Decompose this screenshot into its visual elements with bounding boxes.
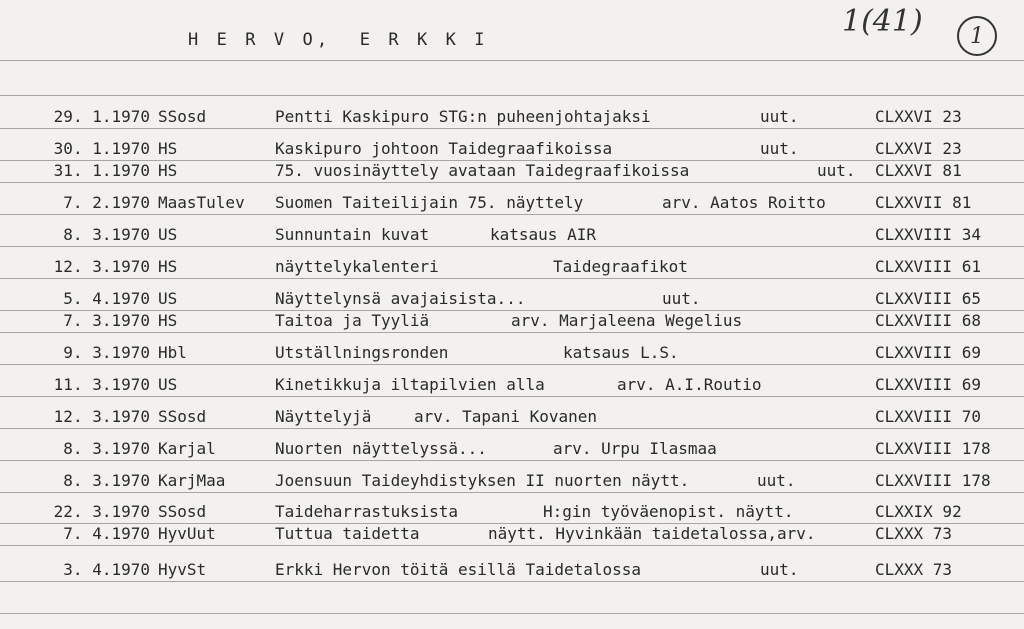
row-rule xyxy=(0,182,1024,183)
row-note: näytt. Hyvinkään taidetalossa,arv. xyxy=(488,524,816,543)
row-note: arv. A.I.Routio xyxy=(617,375,762,394)
row-reference: CLXXX 73 xyxy=(875,560,953,579)
row-source: Karjal xyxy=(158,439,216,458)
row-source: SSosd xyxy=(158,407,207,426)
row-reference: CLXXVIII 178 xyxy=(875,439,991,458)
row-source: KarjMaa xyxy=(158,471,226,490)
row-date: 12. 3.1970 xyxy=(53,257,150,276)
row-source: HS xyxy=(158,311,178,330)
row-reference: CLXXVIII 69 xyxy=(875,375,981,394)
row-source: HS xyxy=(158,139,178,158)
row-note: uut. xyxy=(817,161,856,180)
row-reference: CLXXX 73 xyxy=(875,524,953,543)
row-source: US xyxy=(158,225,178,244)
row-reference: CLXXVIII 70 xyxy=(875,407,981,426)
row-date: 3. 4.1970 xyxy=(63,560,150,579)
header-rule xyxy=(0,95,1024,96)
row-title: näyttelykalenteri xyxy=(275,257,439,276)
row-title: Sunnuntain kuvat xyxy=(275,225,430,244)
row-reference: CLXXVI 23 xyxy=(875,139,962,158)
row-date: 8. 3.1970 xyxy=(63,439,150,458)
row-note: H:gin työväenopist. näytt. xyxy=(543,502,794,521)
row-rule xyxy=(0,214,1024,215)
circled-number-text: 1 xyxy=(970,23,984,49)
row-reference: CLXXVIII 65 xyxy=(875,289,981,308)
row-rule xyxy=(0,246,1024,247)
row-title: Taideharrastuksista xyxy=(275,502,459,521)
row-title: Kinetikkuja iltapilvien alla xyxy=(275,375,545,394)
row-title: Nuorten näyttelyssä... xyxy=(275,439,487,458)
row-title: Näyttelyjä xyxy=(275,407,372,426)
row-rule xyxy=(0,278,1024,279)
row-note: arv. Aatos Roitto xyxy=(662,193,826,212)
card-title: H E R V O, E R K K I xyxy=(188,30,489,50)
row-rule xyxy=(0,428,1024,429)
row-title: Näyttelynsä avajaisista... xyxy=(275,289,526,308)
row-rule xyxy=(0,460,1024,461)
row-reference: CLXXVIII 69 xyxy=(875,343,981,362)
row-note: katsaus L.S. xyxy=(563,343,679,362)
circled-number xyxy=(957,16,997,56)
row-rule xyxy=(0,364,1024,365)
row-note: uut. xyxy=(760,560,799,579)
row-reference: CLXXVI 81 xyxy=(875,161,962,180)
row-date: 9. 3.1970 xyxy=(63,343,150,362)
row-title: Erkki Hervon töitä esillä Taidetalossa xyxy=(275,560,642,579)
row-rule xyxy=(0,128,1024,129)
row-date: 8. 3.1970 xyxy=(63,225,150,244)
row-rule xyxy=(0,332,1024,333)
row-title: Suomen Taiteilijain 75. näyttely xyxy=(275,193,584,212)
row-title: Pentti Kaskipuro STG:n puheenjohtajaksi xyxy=(275,107,651,126)
row-source: Hbl xyxy=(158,343,187,362)
row-reference: CLXXVI 23 xyxy=(875,107,962,126)
row-rule xyxy=(0,581,1024,582)
row-reference: CLXXVIII 68 xyxy=(875,311,981,330)
row-reference: CLXXVIII 178 xyxy=(875,471,991,490)
row-date: 29. 1.1970 xyxy=(53,107,150,126)
row-note: arv. Marjaleena Wegelius xyxy=(511,311,743,330)
row-rule xyxy=(0,613,1024,614)
row-note: arv. Urpu Ilasmaa xyxy=(553,439,717,458)
row-reference: CLXXIX 92 xyxy=(875,502,962,521)
row-title: 75. vuosinäyttely avataan Taidegraafikoissa xyxy=(275,161,690,180)
row-source: HS xyxy=(158,161,178,180)
row-date: 22. 3.1970 xyxy=(53,502,150,521)
row-source: SSosd xyxy=(158,502,207,521)
row-title: Tuttua taidetta xyxy=(275,524,420,543)
row-title: Kaskipuro johtoon Taidegraafikoissa xyxy=(275,139,613,158)
row-reference: CLXXVIII 61 xyxy=(875,257,981,276)
row-date: 12. 3.1970 xyxy=(53,407,150,426)
row-rule xyxy=(0,492,1024,493)
row-note: Taidegraafikot xyxy=(553,257,688,276)
row-source: US xyxy=(158,375,178,394)
row-source: HyvUut xyxy=(158,524,216,543)
row-note: uut. xyxy=(757,471,796,490)
row-note: uut. xyxy=(662,289,701,308)
row-rule xyxy=(0,396,1024,397)
row-source: US xyxy=(158,289,178,308)
row-date: 31. 1.1970 xyxy=(53,161,150,180)
row-date: 7. 4.1970 xyxy=(63,524,150,543)
handwritten-card-number: 1(41) xyxy=(842,4,923,39)
row-source: MaasTulev xyxy=(158,193,245,212)
row-note: arv. Tapani Kovanen xyxy=(414,407,598,426)
row-date: 7. 2.1970 xyxy=(63,193,150,212)
row-title: Joensuun Taideyhdistyksen II nuorten näytt. xyxy=(275,471,690,490)
row-source: HS xyxy=(158,257,178,276)
row-source: HyvSt xyxy=(158,560,207,579)
row-note: uut. xyxy=(760,107,799,126)
row-reference: CLXXVIII 34 xyxy=(875,225,981,244)
row-date: 8. 3.1970 xyxy=(63,471,150,490)
row-title: Taitoa ja Tyyliä xyxy=(275,311,430,330)
row-reference: CLXXVII 81 xyxy=(875,193,972,212)
row-source: SSosd xyxy=(158,107,207,126)
row-date: 30. 1.1970 xyxy=(53,139,150,158)
row-note: uut. xyxy=(760,139,799,158)
row-title: Utställningsronden xyxy=(275,343,449,362)
row-date: 7. 3.1970 xyxy=(63,311,150,330)
row-note: katsaus AIR xyxy=(490,225,596,244)
row-date: 11. 3.1970 xyxy=(53,375,150,394)
row-date: 5. 4.1970 xyxy=(63,289,150,308)
row-rule xyxy=(0,545,1024,546)
header-rule xyxy=(0,60,1024,61)
